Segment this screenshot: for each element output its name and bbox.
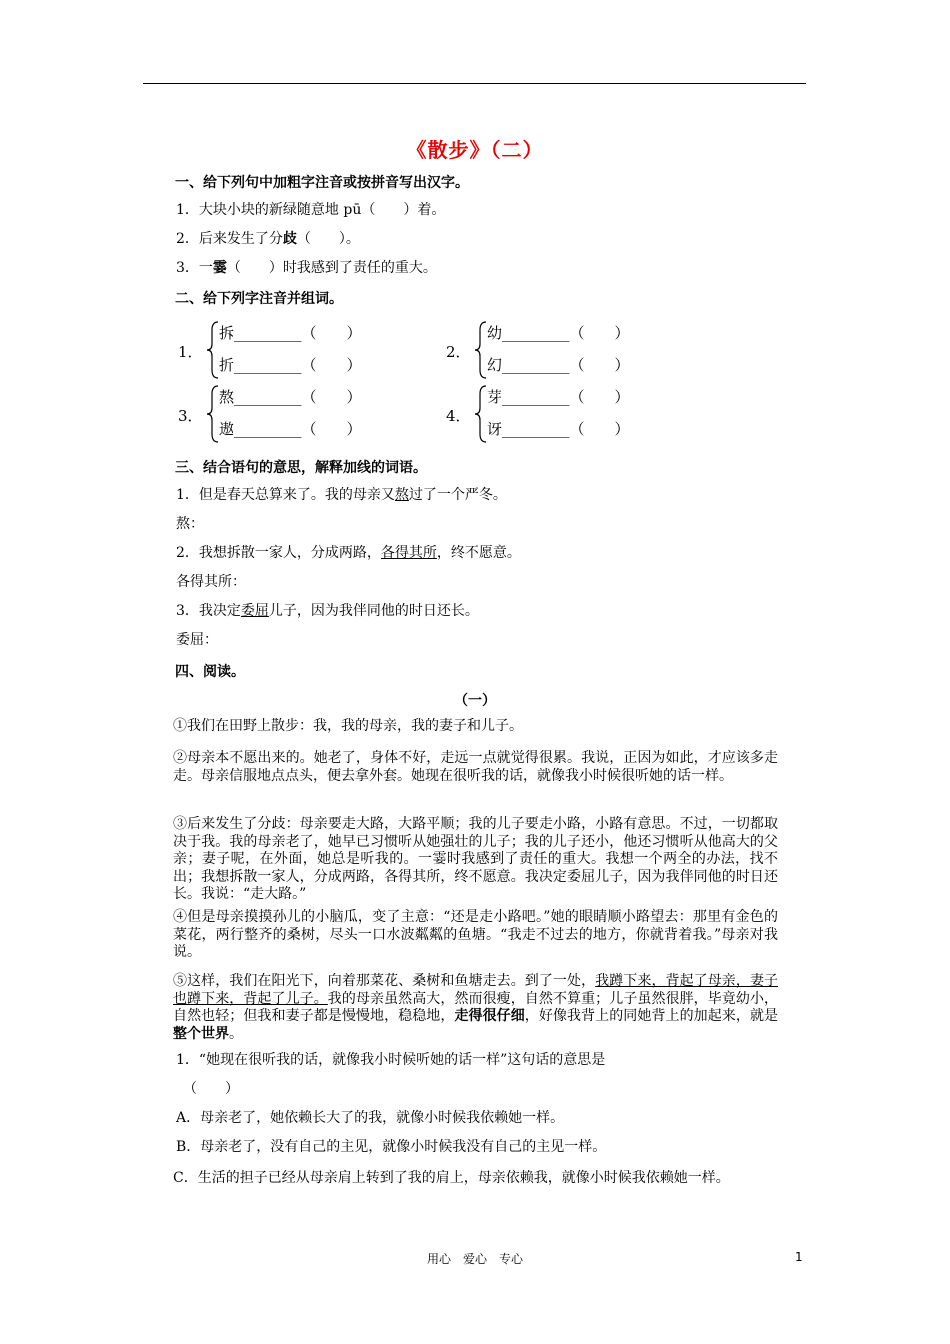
reading-paragraph-3: ③后来发生了分歧：母亲要走大路，大路平顺；我的儿子要走小路，小路有意思。不过，一切都取决于我。我的母亲老了，她早已习惯听从她强壮的儿子；我的儿子还小，他还习惯听从他高大的父亲；妻子呢，在外面，她总是听我的。一霎时我感到了责任的重大。我想一个两全的办法，找不出；我想拆散一家人，分成两路，各得其所，终不愿意。我决定委屈儿子，因为我伴同他的时日还长。我说：“走大路。” <box>173 816 778 902</box>
group-3-number: 3． <box>178 407 203 425</box>
group-3-brace <box>206 384 220 444</box>
p5-text-d: 。 <box>229 1025 243 1042</box>
s1-q2-bold: 歧 <box>282 231 297 247</box>
page-title: 《散步》（二） <box>406 138 544 162</box>
group-1-brace <box>206 320 220 380</box>
s3-q3-underlined: 委屈 <box>240 603 269 619</box>
s3-question-1 <box>176 486 507 504</box>
p5-bold-1: 走得很仔细 <box>454 1008 525 1024</box>
s3-question-2 <box>176 544 521 562</box>
option-b: B．母亲老了，没有自己的主见，就像小时候我没有自己的主见一样。 <box>176 1139 607 1155</box>
s1-q3-post: （ ）时我感到了责任的重大。 <box>226 260 437 276</box>
group-2-number: 2． <box>446 343 471 361</box>
s1-question-1: 1．大块小块的新绿随意地 pū（ ）着。 <box>176 202 446 218</box>
s3-question-3 <box>176 602 479 620</box>
s3-q1-post: 过了一个严冬。 <box>408 487 507 503</box>
p5-text-c: ，好像我背上的同她背上的加起来，就是 <box>524 1008 779 1024</box>
s1-q2-post: （ ）。 <box>296 231 360 247</box>
section1-heading: 一、给下列句中加粗字注音或按拼音写出汉字。 <box>175 175 469 191</box>
p5-underlined: 我蹲下来，背起了母亲，妻子也蹲下来，背起了儿子。 <box>173 973 779 1007</box>
s1-q2-text: 2．后来发生了分 <box>176 231 283 247</box>
s3-q2-post: ，终不愿意。 <box>436 545 521 561</box>
group-3-row-1: 熬_________（ ） <box>219 388 362 406</box>
s3-answer-2: 各得其所： <box>176 574 246 590</box>
s1-question-3 <box>176 259 437 277</box>
group-1-number: 1． <box>178 343 203 361</box>
reading-question-1: 1．“她现在很听我的话，就像我小时候听她的话一样”这句话的意思是 <box>176 1052 606 1068</box>
group-4-number: 4． <box>446 407 471 425</box>
s3-answer-3: 委屈： <box>176 632 218 648</box>
header-rule <box>143 83 806 84</box>
reading-paragraph-5 <box>173 973 778 1043</box>
option-a: A．母亲老了，她依赖长大了的我，就像小时候我依赖她一样。 <box>176 1110 565 1126</box>
s1-q3-bold: 霎 <box>212 260 227 276</box>
footer-slogan: 用心 爱心 专心 <box>426 1252 523 1266</box>
reading-paragraph-1: ①我们在田野上散步：我，我的母亲，我的妻子和儿子。 <box>173 718 523 734</box>
reading-paragraph-4: ④但是母亲摸摸孙儿的小脑瓜，变了主意：“还是走小路吧。”她的眼睛顺小路望去：那里有金色的菜花，两行整齐的桑树，尽头一口水波粼粼的鱼塘。“我走不过去的地方，你就背着我。”母亲对我说。 <box>173 909 778 960</box>
s3-q1-text: 1．但是春天总算来了。我的母亲又 <box>176 487 395 503</box>
group-1-row-2: 折_________（ ） <box>219 356 362 374</box>
s3-q3-post: 儿子，因为我伴同他的时日还长。 <box>268 603 479 619</box>
group-4-row-1: 芽_________（ ） <box>487 388 630 406</box>
page-number: 1 <box>795 1250 803 1264</box>
p5-text-b: 我的母亲虽然高大，然而很瘦，自然不算重；儿子虽然很胖，毕竟幼小，自然也轻；但我和妻子都是慢慢地，稳稳地， <box>173 990 779 1024</box>
option-c: C．生活的担子已经从母亲肩上转到了我的肩上，母亲依赖我，就像小时候我依赖她一样。 <box>173 1170 730 1186</box>
p5-bold-2: 整个世界 <box>173 1025 229 1042</box>
s3-q2-text: 2．我想拆散一家人，分成两路， <box>176 545 381 561</box>
reading-paragraph-2: ②母亲本不愿出来的。她老了，身体不好，走远一点就觉得很累。我说，正因为如此，才应该多走走。母亲信服地点点头，便去拿外套。她现在很听我的话，就像我小时候很听她的话一样。 <box>173 750 778 784</box>
group-2-row-2: 幻_________（ ） <box>487 356 630 374</box>
section4-heading: 四、阅读。 <box>175 664 245 680</box>
s3-q3-text: 3．我决定 <box>176 603 241 619</box>
group-2-row-1: 幼_________（ ） <box>487 324 630 342</box>
reading-question-1-paren: （ ） <box>183 1081 239 1097</box>
section2-heading: 二、给下列字注音并组词。 <box>175 291 343 307</box>
s1-question-2 <box>176 230 360 248</box>
s3-answer-1: 熬： <box>176 516 204 532</box>
group-4-row-2: 讶_________（ ） <box>487 420 630 438</box>
p5-text-a: ⑤这样，我们在阳光下，向着那菜花、桑树和鱼塘走去。到了一处， <box>173 973 596 989</box>
reading-subheading: （一） <box>454 693 496 709</box>
section3-heading: 三、结合语句的意思，解释加线的词语。 <box>175 460 427 476</box>
s3-q1-underlined: 熬 <box>394 487 409 503</box>
group-1-row-1: 拆_________（ ） <box>219 324 362 342</box>
group-4-brace <box>474 384 488 444</box>
group-3-row-2: 遨_________（ ） <box>219 420 362 438</box>
s3-q2-underlined: 各得其所 <box>380 545 437 561</box>
s1-q3-text: 3．一 <box>176 260 213 276</box>
group-2-brace <box>474 320 488 380</box>
